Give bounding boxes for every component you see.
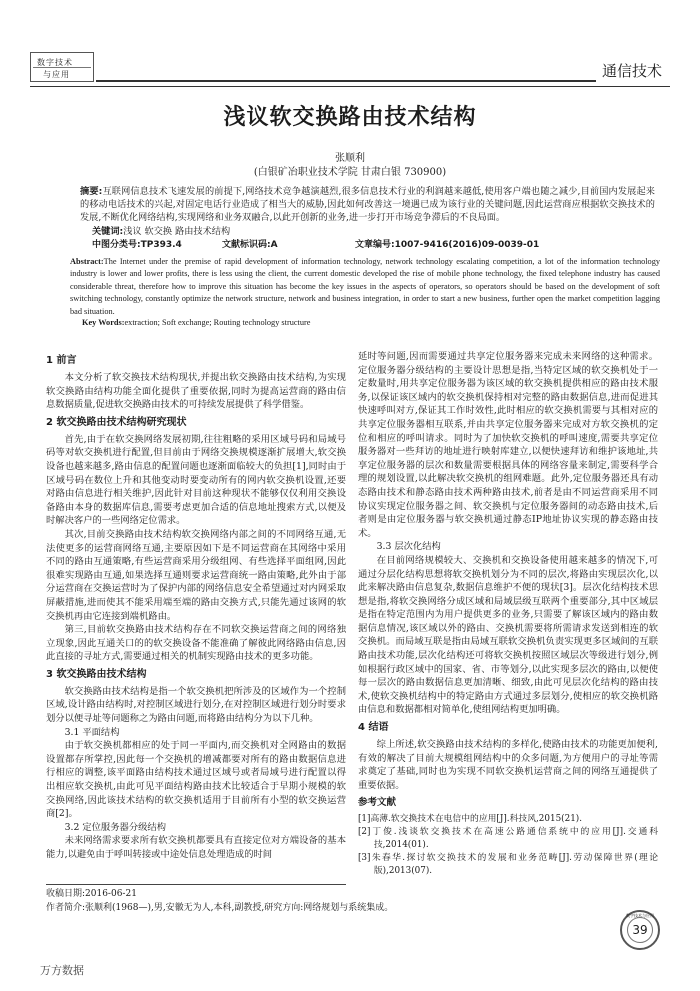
heading-status: 2 软交换路由技术结构研究现状 <box>46 416 187 428</box>
paragraph: 综上所述,软交换路由技术结构的多样化,使路由技术的功能更加便利,有效的解决了目前大规模组网结构中的众多问题,为方便用户的寻址等需求奠定了基础,同时也为实现不同软交换机运营商之间的网络互通提供了重要依据。 <box>358 739 658 791</box>
received-date: 收稿日期:2016-06-21 <box>46 889 137 899</box>
paragraph: 未来网络需求要求所有软交换机都要具有直接定位对方端设备的基本能力,以避免由于呼叫转接或中途处信息处理造成的时间 <box>46 835 346 860</box>
paragraph: 首先,由于在软交换网络发展初期,往往粗略的采用区域号码和局域号码等对软交换机进行配置,但目前由于网络交换规模逐渐扩展增大,软交换设备也越来越多,路由信息的配置问题也逐渐面临较大的负担[1],同时由于区域号码在数位上升和其他变动时要变动所有的网内软交换机设置,还要对路由信息进行相关维护,因此针对目前这种现状不能够仅仅利用交换设备路由本身的数据库信息,需要考虑更加合适的信息地址搜索方式,以便及时解决客户的一些网络定位需求。 <box>46 433 346 527</box>
heading-conclusion: 4 结语 <box>358 722 389 734</box>
keywords-en-label: Key Words: <box>82 318 125 327</box>
keywords-cn-text: 浅议 软交换 路由技术结构 <box>123 226 231 237</box>
abstract-en-text: The Internet under the premise of rapid development of information technology, network technology escalating competition, a lot of the information technology industry is lower and lower profits, there is less using the client, the current domestic developed the rise of mobile phone technology, the fixed telephone industry has caused considerable threat, therefore how to improve this situation has become the key issues in the aspects of operators, so operators should be based on the development of soft switching technology, constantly optimize the network structure, network and business integration, in order to start a new business, further open the market competition lagging bad situation. <box>70 257 660 316</box>
footnote-rule <box>46 884 346 885</box>
logo-line2: 与应用 <box>43 70 70 79</box>
abstract-en <box>70 256 660 318</box>
logo-line1: 数字技术 <box>37 58 73 67</box>
page-header <box>30 52 670 88</box>
left-column <box>46 350 346 862</box>
keywords-cn <box>92 223 230 237</box>
abstract-cn-text: 互联网信息技术飞速发展的前提下,网络技术竞争越演越烈,很多信息技术行业的利润越来越低,使用客户端也随之减少,目前国内发展起来的移动电话技术的兴起,对固定电话行业造成了相当大的威胁,因此如何改善这一境遇已成为该行业的关键问题,因此运营商应根据软交换技术的发展,不断优化网络结构,实现网络和业务双融合,以此开创新的业务,进一步打开市场竞争滞后的不良局面。 <box>80 186 655 223</box>
document-code: 文献标识码:A <box>222 240 278 250</box>
paragraph: 其次,目前交换路由技术结构软交换网络内部之间的不同网络互通,无法使更多的运营商网络互通,主要原因如下是不同运营商在其网络中采用不同的路由互通策略,有些运营商采用分级组网、有些选择平面组网,因此很难实现路由互通,如果选择互通则要求运营商统一路由策略,此外由于部分运营商在交换运营时为了保护内部的网络信息安全希望通过对内网采取屏蔽措施,进而使其不能采用端至端的路由交换方式,只能先通过该网的软交换机再由它连接到端机路由。 <box>46 528 346 622</box>
keywords-en <box>82 318 310 327</box>
paragraph: 在目前网络规模较大、交换机和交换设备使用越来越多的情况下,可通过分层化结构思想将软交换机划分为不同的层次,将路由实现层次化,以此来解决路由信息复杂,数据信息维护不便的现状[3]。层次化结构技术思想是指,将软交换网络分成区域和局域层级互联两个重要部分,其中区域层是指在特定范围内为用户提供更多的业务,只需要了解该区域内的路由数据信息情况,该区域以外的路由、交换机需要将所需请求发送到相连的软交换机。而局域互联是指由局域互联软交换机负责实现更多区域间的互联路由技术功能,层次化结构还可将软交换机按照区域层次等级进行划分,例如根据行政区域中的国家、省、市等划分,以此实现多层次的路由,以便使每一层次的路由数据信息更加清晰、细致,由此可见层次化结构的路由技术,使软交换机结构中的特定路由方式通过多层划分,使相应的软交换机路由信息和数据都相对简单化,使组网结构更加明确。 <box>358 554 658 716</box>
header-rule-bottom <box>30 86 670 87</box>
subheading-flat: 3.1 平面结构 <box>64 726 120 738</box>
keywords-label: 关键词: <box>92 226 124 237</box>
subheading-location-server: 3.2 定位服务器分级结构 <box>64 821 167 833</box>
abstract-label: 摘要: <box>80 186 103 197</box>
reference-item: [2]丁俊.浅谈软交换技术在高速公路通信系统中的应用[J].交通科技,2014(01). <box>358 827 658 851</box>
paragraph: 延时等问题,因而需要通过共享定位服务器来完成未来网络的这种需求。定位服务器分级结构的主要设计思想是指,当特定区域的软交换机处于一定数量时,用共享定位服务器为该区域的软交换机提供相应的路由技术服务,以保证该区域内的软交换机保持相对完整的路由数据信息,进而促进其快速呼叫对方,保证其工作时效性,此时相应的软交换机需要与其相对应的共享定位服务器相互联系,并由共享定位服务器来完成对方软交换机的定位和相应的呼叫请求。同时为了加快软交换机的呼叫速度,需要共享定位服务器对一些拜访的地址进行映射库建立,以便快速拜访和维护该地址,共享定位服务器的层次和数量需要根据具体的网络容量来制定,需要科学合理的规划设置,以此解决软交换机的组网难题。此外,定位服务器还具有动态路由技术和静态路由技术两种路由技术,前者是由不同运营商采用不同协议实现定位服务器之间、软交换机与定位服务器间的动态路由技术,后者则是由定位服务器与软交换机通过静态IP地址协议实现的静态路由技术。 <box>358 351 658 539</box>
watermark: 万方数据 <box>40 964 84 977</box>
paragraph: 软交换路由技术结构是指一个软交换机把所涉及的区域作为一个控制区域,设计路由结构时,对控制区域进行划分,在对控制区域进行划分时要求划分以便寻址等问题称之为路由问题,而将路由结构分为以下几种。 <box>46 685 346 725</box>
heading-structure: 3 软交换路由技术结构 <box>46 668 147 680</box>
page-number: 39 <box>632 923 648 937</box>
keywords-en-text: extraction; Soft exchange; Routing technology structure <box>124 318 311 327</box>
badge-text: 数字技术与应用 <box>626 913 654 918</box>
header-rule <box>96 80 596 82</box>
abstract-en-label: Abstract: <box>70 257 104 266</box>
journal-logo <box>30 52 94 82</box>
subheading-hierarchical: 3.3 层次化结构 <box>376 541 441 553</box>
right-column <box>358 350 658 878</box>
clc-number: 中图分类号:TP393.4 <box>92 240 182 250</box>
article-number: 文章编号:1007-9416(2016)09-0039-01 <box>355 240 540 250</box>
article-author: 张顺利 <box>335 153 365 164</box>
logo-divider <box>33 67 91 68</box>
page-number-badge <box>620 910 660 950</box>
reference-item: [3]朱春华.探讨软交换技术的发展和业务范畴[J].劳动保障世界(理论版),2013(07). <box>358 853 658 877</box>
author-affiliation: (白银矿冶职业技术学院 甘肃白银 730900) <box>253 167 447 178</box>
article-title: 浅议软交换路由技术结构 <box>223 105 477 130</box>
references-heading: 参考文献 <box>358 797 397 809</box>
author-bio: 作者简介:张顺利(1968—),男,安徽无为人,本科,副教授,研究方向:网络规划与系统集成。 <box>46 903 394 913</box>
paragraph: 第三,目前软交换路由技术结构存在不同软交换运营商之间的网络独立现象,因此互通关口的的软交换设备不能准确了解彼此网络路由信息,因此直接的寻址方式,需要通过相关的机制实现路由技术的更多功能。 <box>46 624 346 663</box>
section-name: 通信技术 <box>601 62 662 80</box>
heading-intro: 1 前言 <box>46 355 77 366</box>
abstract-cn <box>80 185 655 224</box>
reference-item: [1]高薄.软交换技术在电信中的应用[J].科技风,2015(21). <box>358 814 583 825</box>
paragraph: 由于软交换机都相应的处于同一平面内,而交换机对全网路由的数据设置都存所掌控,因此每一个交换机的增减都要对所有的路由数据信息进行相应的调整,该平面路由结构技术通过区域号或者局域号进行配置以得出相应软交换机,由此可见平面结构路由技术比较适合于早期小规模的软交换网络,因此该技术结构的软交换机适用于目前所有小型的软交换运营商[2]。 <box>46 740 346 820</box>
paragraph: 本文分析了软交换技术结构现状,并提出软交换路由技术结构,为实现软交换路由结构功能全面化提供了重要依据,同时为提高运营商的路由信息数据质量,促进软交换路由技术的可持续发展提供了科学借鉴。 <box>46 372 346 411</box>
